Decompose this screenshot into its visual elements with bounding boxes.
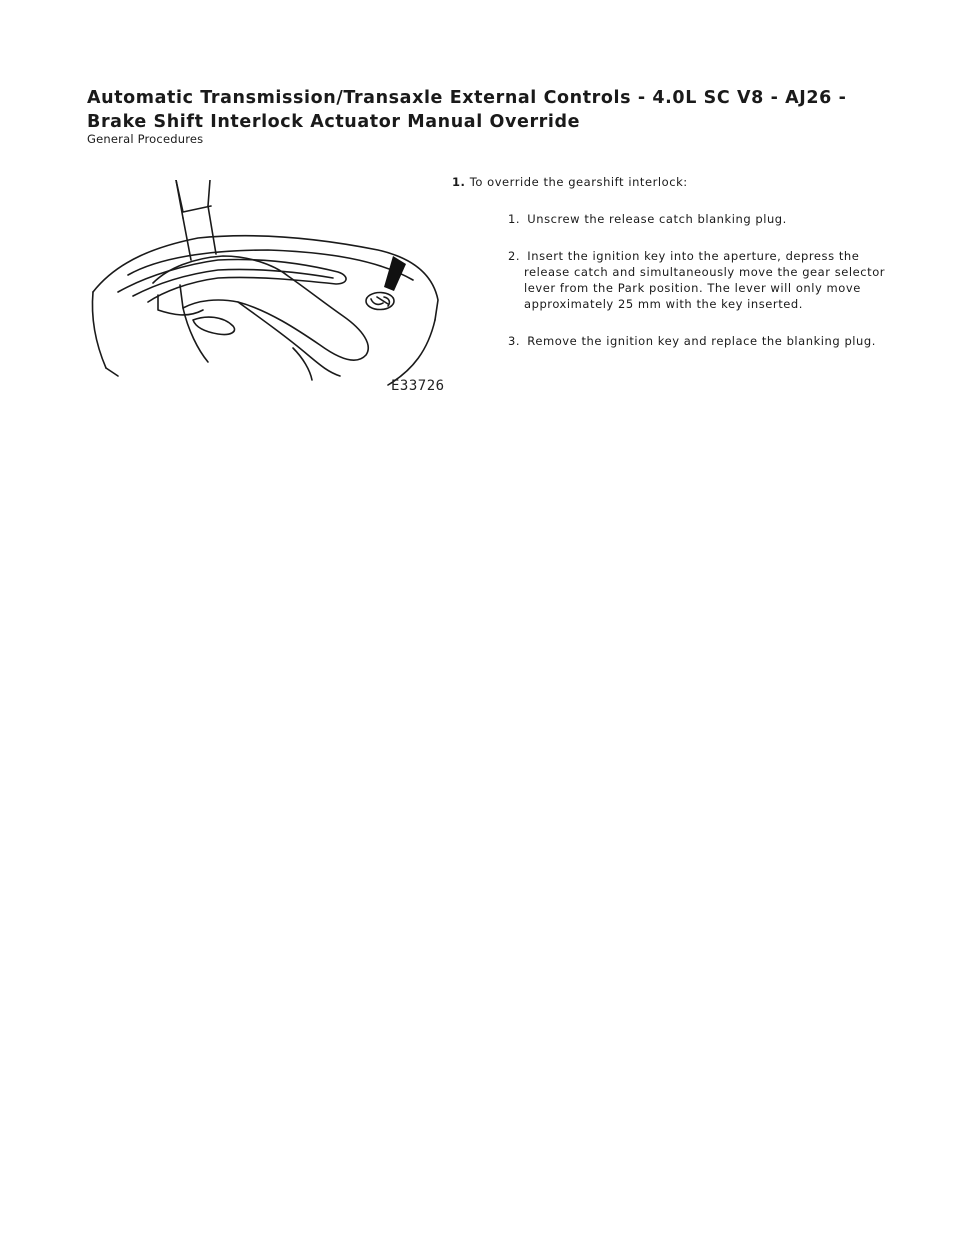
title-line-2: Brake Shift Interlock Actuator Manual Override bbox=[87, 112, 581, 132]
page-title bbox=[87, 86, 847, 134]
substep-number: 1. bbox=[508, 212, 521, 226]
figure-label: E33726 bbox=[391, 378, 445, 394]
title-line-1: Automatic Transmission/Transaxle External Controls - 4.0L SC V8 - AJ26 - bbox=[87, 88, 847, 108]
gear-selector-figure bbox=[88, 180, 448, 402]
substep-number: 3. bbox=[508, 334, 521, 348]
pointer-arrow-icon bbox=[384, 256, 406, 291]
substep-list bbox=[452, 211, 892, 349]
substep-item bbox=[452, 211, 892, 227]
step-number: 1. bbox=[452, 175, 466, 189]
substep-text: Insert the ignition key into the aperture, depress the release catch and simultaneously move the gear selector lever from the Park position. The lever will only move approximately 25 mm with the key inserted. bbox=[524, 249, 886, 311]
substep-item bbox=[452, 333, 892, 349]
substep-number: 2. bbox=[508, 249, 521, 263]
substep-text: Unscrew the release catch blanking plug. bbox=[527, 212, 787, 226]
substep-text: Remove the ignition key and replace the blanking plug. bbox=[527, 334, 876, 348]
step-text: To override the gearshift interlock: bbox=[469, 175, 688, 189]
page-subtitle: General Procedures bbox=[87, 132, 204, 146]
gear-selector-illustration bbox=[88, 180, 448, 402]
procedure-step bbox=[452, 174, 892, 349]
substep-item bbox=[452, 248, 892, 312]
step-heading bbox=[452, 174, 892, 190]
